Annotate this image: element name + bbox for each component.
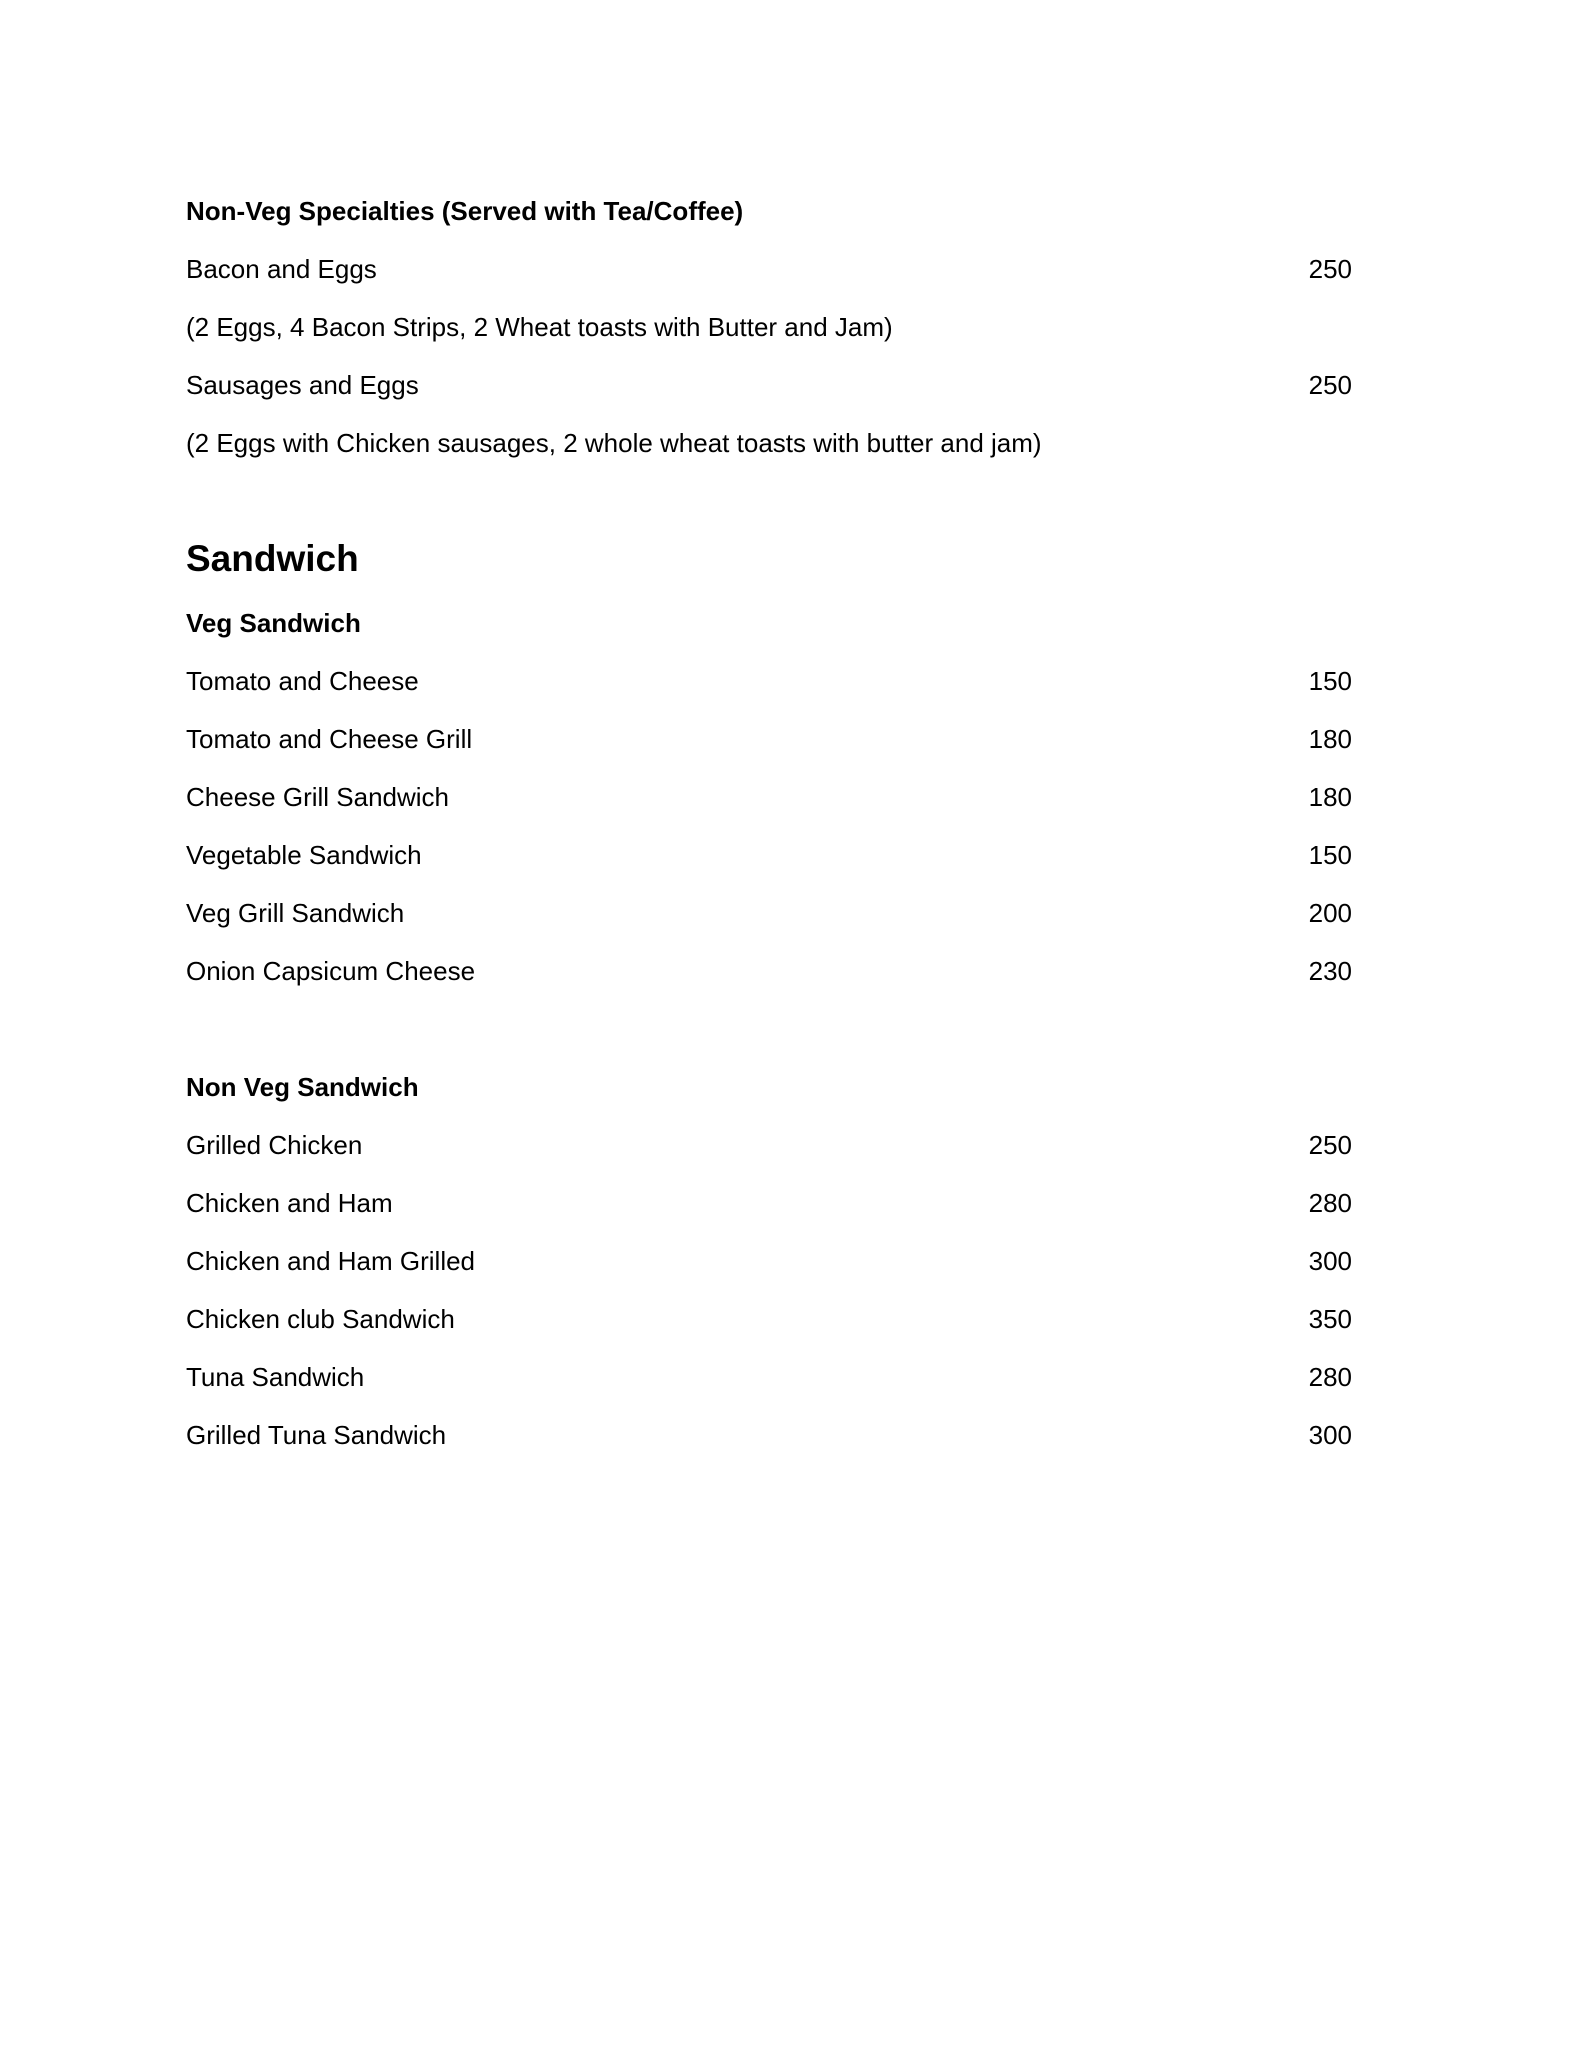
section-spacer [186,1000,1352,1058]
nonveg-specialties-heading: Non-Veg Specialties (Served with Tea/Coffee) [186,196,744,226]
item-price: 150 [1308,840,1352,870]
item-price: 280 [1308,1188,1352,1218]
menu-item [186,1116,1352,1174]
menu-item [186,1348,1352,1406]
item-price: 250 [1308,1130,1352,1160]
menu-item [186,768,1352,826]
item-name: Vegetable Sandwich [186,840,422,870]
item-price: 230 [1308,956,1352,986]
item-description: (2 Eggs, 4 Bacon Strips, 2 Wheat toasts with Butter and Jam) [186,312,893,342]
item-price: 150 [1308,666,1352,696]
item-price: 180 [1308,782,1352,812]
veg-sandwich-heading: Veg Sandwich [186,608,361,638]
item-name: Chicken club Sandwich [186,1304,455,1334]
item-name: Cheese Grill Sandwich [186,782,450,812]
item-price: 250 [1308,254,1352,284]
item-price: 200 [1308,898,1352,928]
item-price: 300 [1308,1246,1352,1276]
menu-item [186,1406,1352,1464]
menu-item [186,1232,1352,1290]
item-name: Grilled Tuna Sandwich [186,1420,447,1450]
menu-item [186,240,1352,298]
item-name: Tomato and Cheese Grill [186,724,473,754]
item-price: 250 [1308,370,1352,400]
nonveg-sandwich-heading: Non Veg Sandwich [186,1072,419,1102]
item-price: 180 [1308,724,1352,754]
menu-item [186,1174,1352,1232]
menu-item [186,942,1352,1000]
item-name: Veg Grill Sandwich [186,898,405,928]
menu-item [186,710,1352,768]
menu-item [186,884,1352,942]
section-title-sandwich: Sandwich [186,538,359,579]
item-name: Onion Capsicum Cheese [186,956,476,986]
item-description: (2 Eggs with Chicken sausages, 2 whole wheat toasts with butter and jam) [186,428,1042,458]
menu-content [186,182,1352,1464]
item-price: 280 [1308,1362,1352,1392]
item-name: Chicken and Ham Grilled [186,1246,476,1276]
item-name: Chicken and Ham [186,1188,393,1218]
menu-item [186,652,1352,710]
item-name: Tomato and Cheese [186,666,419,696]
item-name: Bacon and Eggs [186,254,377,284]
item-name: Sausages and Eggs [186,370,419,400]
item-price: 350 [1308,1304,1352,1334]
item-price: 300 [1308,1420,1352,1450]
menu-item [186,1290,1352,1348]
menu-item [186,356,1352,414]
menu-item [186,826,1352,884]
item-name: Tuna Sandwich [186,1362,365,1392]
item-name: Grilled Chicken [186,1130,363,1160]
